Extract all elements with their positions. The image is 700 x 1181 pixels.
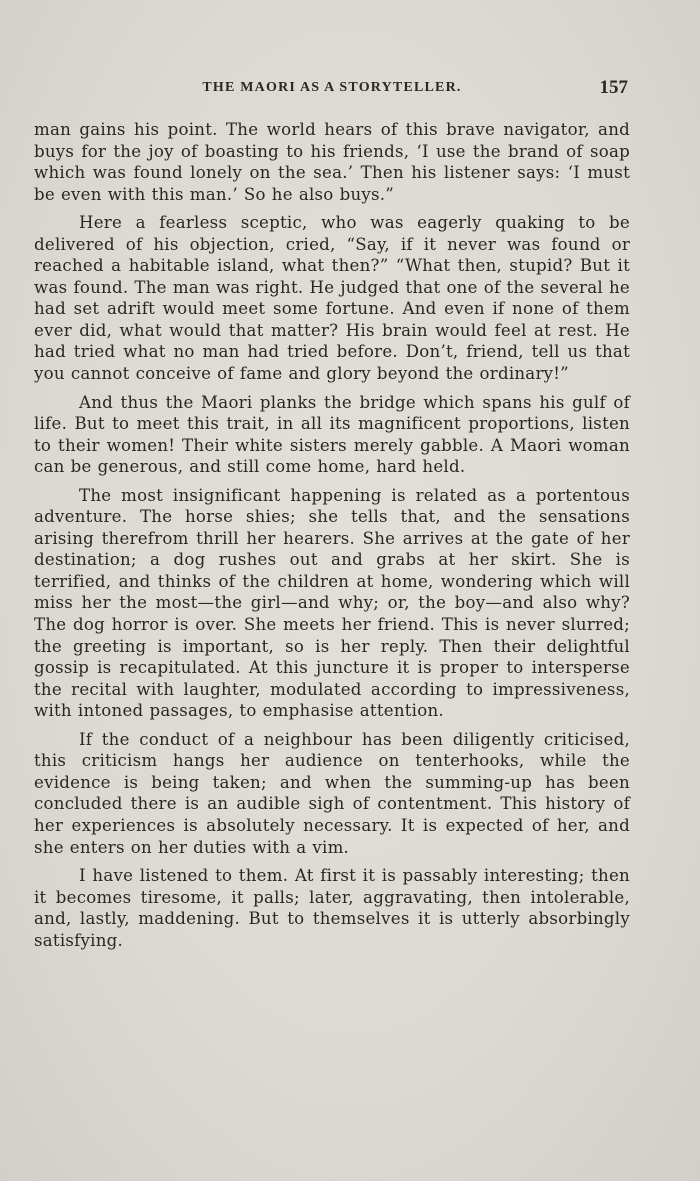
- paragraph-neighbour: If the conduct of a neighbour has been diligently criticised, this criticism hangs her audience on tenterhooks, while the evidence is being taken; and when the summing-up has been concluded there is an audible sigh of contentment. This history of her experiences is absolutely necessary. It is expected of her, and she enters on her duties with a vim.: [34, 729, 630, 857]
- paragraph-happening: The most insignificant happening is related as a portentous adventure. The horse shies; she tells that, and the sensations arising therefrom thrill her hearers. She arrives at the gate of her destination; a dog rushes out and grabs at her skirt. She is terrified, and thinks of the children at home, wondering which will miss her the most—the girl—and why; or, the boy—and also why? The dog horror is over. She meets her friend. This is never slurred; the greeting is important, so is her reply. Then their delightful gossip is recapitulated. At this juncture it is proper to intersperse the recital with laughter, modulated according to impressiveness, with intoned passages, to emphasise attention.: [34, 485, 630, 721]
- paragraph-bridge: And thus the Maori planks the bridge which spans his gulf of life. But to meet this trait, in all its magnificent proportions, listen to their women! Their white sisters merely gabble. A Maori woman can be generous, and still come home, hard held.: [34, 392, 630, 477]
- paragraph-continued: man gains his point. The world hears of this brave navigator, and buys for the joy of boasting to his friends, ‘I use the brand of soap which was found lonely on the sea.’ Then his listener says: ‘I must be even with this man.’ So he also buys.”: [34, 120, 630, 204]
- running-head: [34, 77, 630, 104]
- paragraph-listened: I have listened to them. At first it is passably interesting; then it becomes tiresome, it palls; later, aggravating, then intolerable, and, lastly, maddening. But to themselves it is utterly absorbingly satisfying.: [34, 866, 630, 950]
- page-number: 157: [599, 77, 628, 98]
- paragraph-sceptic: Here a fearless sceptic, who was eagerly quaking to be delivered of his objection, cried, “Say, if it never was found or reached a habitable island, what then?” “What then, stupid? But it was found. The man was right. He judged that one of the several he had set adrift would meet some fortune. And even if none of them ever did, what would that matter? His brain would feel at rest. He had tried what no man had tried before. Don’t, friend, tell us that you cannot conceive of fame and glory beyond the ordinary!”: [34, 213, 630, 384]
- body-text: [34, 119, 630, 958]
- running-title: THE MAORI AS A STORYTELLER.: [202, 80, 462, 95]
